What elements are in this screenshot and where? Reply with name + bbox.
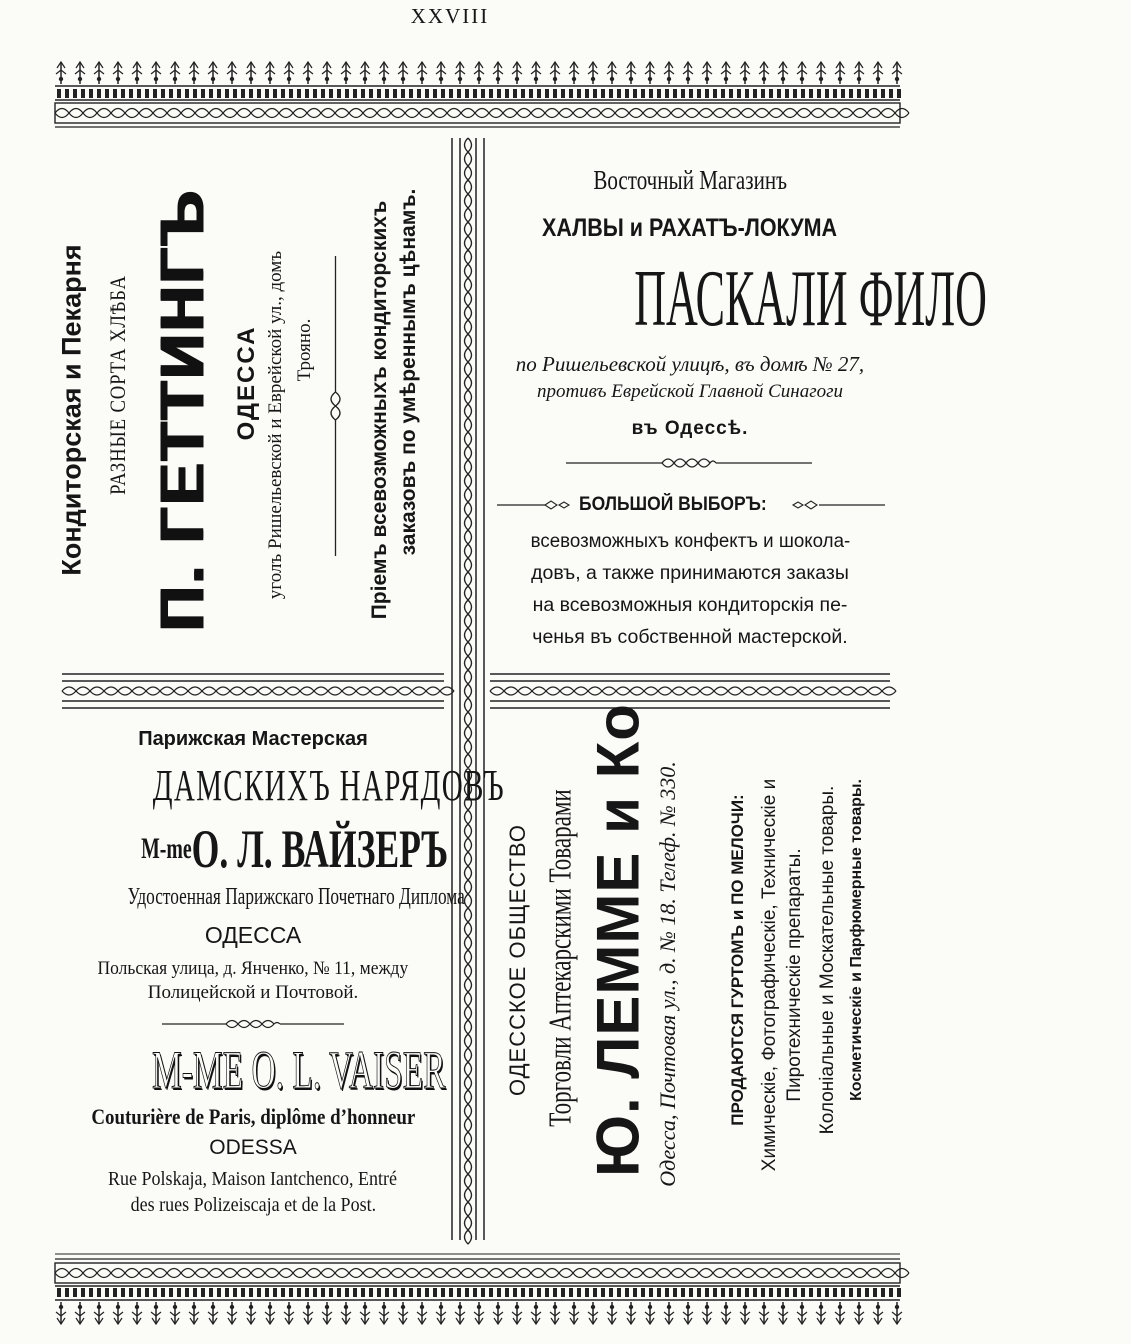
lemme-goods-line3: Колоніальные и Москательные товары. — [817, 785, 838, 1135]
filo-address-line2: противъ Еврейской Главной Синагоги — [536, 381, 844, 402]
bottom-ornament-border — [55, 1238, 900, 1328]
lemme-subheading: Торговли Аптекарскими Товарами — [541, 789, 578, 1127]
filo-body-line2: довъ, а также принимаются заказы — [531, 562, 849, 584]
vaiser-heading: Парижская Мастерская — [138, 728, 368, 750]
vaiser-address-line1: Польская улица, д. Янченко, № 11, между — [97, 958, 409, 979]
vaiser-city: ОДЕССА — [204, 922, 302, 948]
gettinger-name: П. ГЕТТИНГЪ — [148, 188, 218, 632]
filo-body-line1: всевозможныхъ конфектъ и шокола- — [530, 530, 850, 552]
filo-choice: БОЛЬШОЙ ВЫБОРЪ: — [579, 494, 767, 515]
lemme-heading: ОДЕССКОЕ ОБЩЕСТВО — [505, 824, 530, 1096]
vaiser-name-prefix: М-me — [141, 832, 192, 865]
gettinger-city: ОДЕССА — [233, 325, 260, 441]
top-ornament-border — [55, 58, 900, 138]
filo-subheading: ХАЛВЫ и РАХАТЪ-ЛОКУМА — [542, 214, 838, 242]
vaiser-name: О. Л. ВАЙЗЕРЪ — [191, 819, 449, 879]
filo-body-line4: ченья въ собственной мастерской. — [532, 626, 848, 648]
vaiser-name-row — [62, 818, 449, 880]
vaiser-address-line2: Полицейской и Почтовой. — [147, 982, 359, 1003]
filo-body-line3: на всевозможныя кондиторскія пе- — [532, 594, 848, 616]
vaiser-address-latin-line2: des rues Polizeiscaja et de la Post. — [130, 1194, 376, 1216]
gettinger-heading: Кондиторская и Пекарня — [56, 244, 87, 576]
filo-divider-ornament — [566, 455, 812, 476]
right-horizontal-ornament-divider — [490, 670, 890, 712]
filo-city: въ Одессѣ. — [631, 418, 749, 439]
filo-heading: Восточный Магазинъ — [593, 165, 787, 195]
vaiser-address-latin-line1: Rue Polskaja, Maison Iantchenco, Entré — [108, 1168, 398, 1190]
vaiser-couturiere: Couturière de Paris, diplôme d’honneur — [91, 1104, 415, 1129]
lemme-goods-line4: Косметическіе и Парфюмерные товары. — [848, 779, 865, 1101]
gettinger-divider-ornament — [328, 256, 349, 556]
vaiser-city-latin: ODESSA — [209, 1136, 297, 1159]
lemme-name: Ю. ЛЕММЕ и Ко — [584, 703, 652, 1177]
vaiser-subheading: ДАМСКИХЪ НАРЯДОВЪ — [152, 761, 505, 810]
left-horizontal-ornament-divider — [62, 670, 444, 712]
lemme-sells: ПРОДАЮТСЯ ГУРТОМЪ и ПО МЕЛОЧИ: — [728, 794, 747, 1126]
lemme-address: Одесса, Почтовая ул., д. № 18. Телеф. № 330. — [655, 761, 680, 1187]
gettinger-subheading: РАЗНЫЕ СОРТА ХЛѢБА — [105, 275, 130, 495]
vaiser-diploma: Удостоенная Парижскаго Почетнаго Диплома — [127, 884, 465, 910]
vaiser-divider-ornament — [162, 1017, 344, 1036]
gettinger-orders-line2: заказовъ по умѣреннымъ цѣнамъ. — [397, 188, 420, 556]
lemme-goods-line2: Пиротехническіе препараты. — [784, 848, 805, 1102]
filo-name: ПАСКАЛИ ФИЛО — [634, 255, 987, 343]
gettinger-address-line1: уголъ Ришельевской и Еврейской ул., домъ — [265, 250, 286, 600]
filo-address-line1: по Ришельевской улицѣ, въ домѣ № 27, — [515, 352, 865, 376]
filo-choice-row — [497, 494, 887, 516]
vaiser-name-latin: M-ME O. L. VAISER — [151, 1040, 446, 1100]
lemme-goods-line1: Химическіе, Фотографическіе, Техническіе и — [759, 778, 780, 1172]
page-number: XXVIII — [410, 4, 490, 28]
gettinger-address-line2: Трояно. — [294, 318, 315, 382]
gettinger-orders-line1: Пріемъ всевозможныхъ кондиторскихъ — [368, 200, 391, 620]
